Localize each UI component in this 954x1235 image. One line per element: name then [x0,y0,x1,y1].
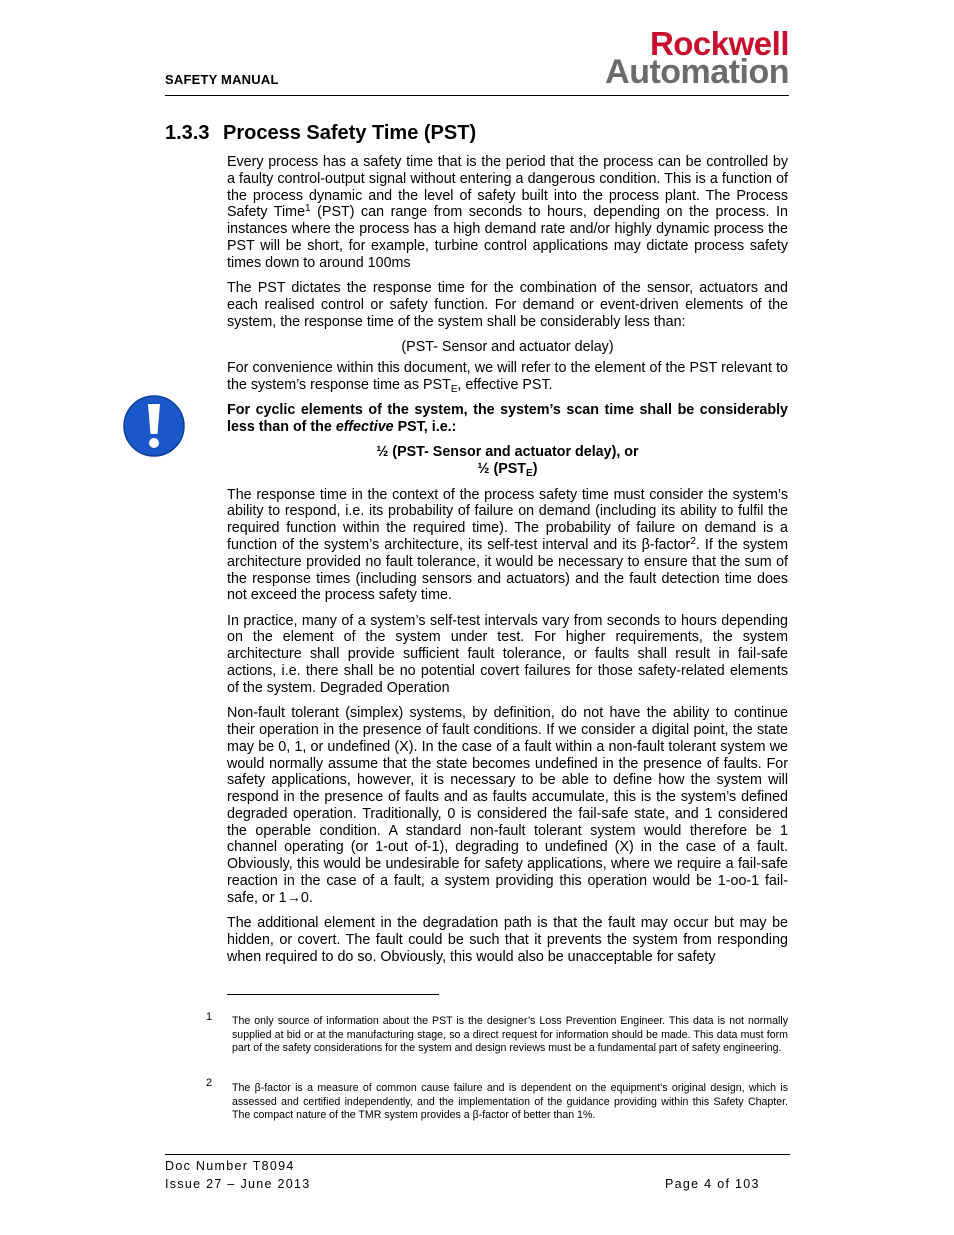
body-text [227,154,788,974]
document-type: SAFETY MANUAL [165,72,279,87]
footnote-divider [227,994,439,995]
paragraph: For convenience within this document, we will refer to the element of the PST relevant to the system’s response time as $PST_E$, effective PST. [227,359,788,395]
exclamation-icon [123,395,185,457]
logo-line-1: Rockwell [649,25,789,62]
paragraph: In practice, many of a system’s self-test intervals vary from seconds to hours depending on the element of the system under test. For higher requirements, the system architecture shall provide sufficient fault tolerance, or faults shall result in fail-safe actions, i.e. there shall be no potential covert failures for those safety-related elements of the system. Degraded Operation [227,612,788,696]
footnote-ref[interactable]: 2 [690,535,696,547]
paragraph: The response time in the context of the process safety time must consider the system’s ability to respond, i.e. its probability of failure on demand (including its ability to fulfil the required function within the required time). The probability of failure on demand is a function of the system’s architecture, its self-test interval and its β-factor$^2$. If the system architecture provided no fault tolerance, it would be necessary to ensure that the sum of the response times (including sensors and actuators) and the fault detection time does not exceed the process safety time. [227,486,788,604]
doc-number: Doc Number T8094 [165,1159,295,1173]
warning-statement: For cyclic elements of the system, the system’s scan time shall be considerably less than of the effective PST, i.e.: [227,401,788,435]
footnote-ref[interactable]: 1 [305,203,311,215]
footnote-number: 2 [206,1077,213,1089]
header-divider [165,95,789,96]
formula: ½ $(PST_E)$ [477,461,538,480]
paragraph: The additional element in the degradation path is that the fault may occur but may be hidden, or covert. The fault could be such that it prevents the system from responding when required to do so. Obviously, this would also be unacceptable for safety [227,915,788,965]
paragraph: The PST dictates the response time for the combination of the sensor, actuators and each realised control or safety function. For demand or event-driven elements of the system, the response time of the system shall be considerably less than: [227,280,788,330]
paragraph: Every process has a safety time that is the period that the process can be controlled by a faulty control-output signal without entering a dangerous condition. This is a function of the process dynamic and the level of safety built into the process plant. The Process Safety Time$^1$ (PST) can range from seconds to hours, depending on the process. In instances where the process has a high demand rate and/or highly dynamic process the PST will be short, for example, turbine control applications may dictate process safety times down to around 100ms [227,154,788,271]
footnote-text: The β-factor is a measure of common cause failure and is dependent on the equipment’s original design, which is assessed and certified independently, and the implementation of the guidance providing within this Safety Chapter. The compact nature of the TMR system provides a β-factor of better than 1%. [232,1082,788,1121]
section-number: 1.3.3 [165,122,210,144]
section-title: Process Safety Time (PST) [223,122,477,144]
footnote-text: The only source of information about the PST is the designer’s Loss Prevention Engineer. This data is not normally supplied at bid or at the manufacturing stage, so a direct request for information should be made. This data must form part of the safety considerations for the system and design reviews must be a fundamental part of safety engineering. [232,1015,788,1054]
issue-date: Issue 27 – June 2013 [165,1177,311,1191]
footnote-number: 1 [206,1011,213,1023]
logo-line-2: Automation [605,53,789,91]
paragraph: Non-fault tolerant (simplex) systems, by definition, do not have the ability to continue their operation in the presence of fault conditions. If we consider a digital point, the state may be 0, 1, or undefined (X). In the case of a fault within a non-fault tolerant system we would normally assume that the state becomes undefined in the presence of faults. For safety applications, however, it is necessary to be able to define how the system will respond in the presence of faults and as faults accumulate, this is the system’s defined degraded operation. Traditionally, 0 is considered the fail-safe state, and 1 considered the operable condition. A standard non-fault tolerant system would therefore be 1 channel operating (or 1-out of-1), degrading to undefined (X) in the case of a fault. Obviously, this would be undesirable for safety applications, where we require a fail-safe reaction in the case of a fault, a system providing this operation would be 1-oo-1 fail-safe, or 1→0. [227,705,788,906]
formula: ½ (PST- Sensor and actuator delay), or [376,444,639,461]
company-logo [555,27,789,89]
footer-divider [165,1154,790,1155]
page-number: Page 4 of 103 [665,1177,760,1191]
formula: (PST- Sensor and actuator delay) [401,338,614,355]
section-heading [165,122,476,145]
